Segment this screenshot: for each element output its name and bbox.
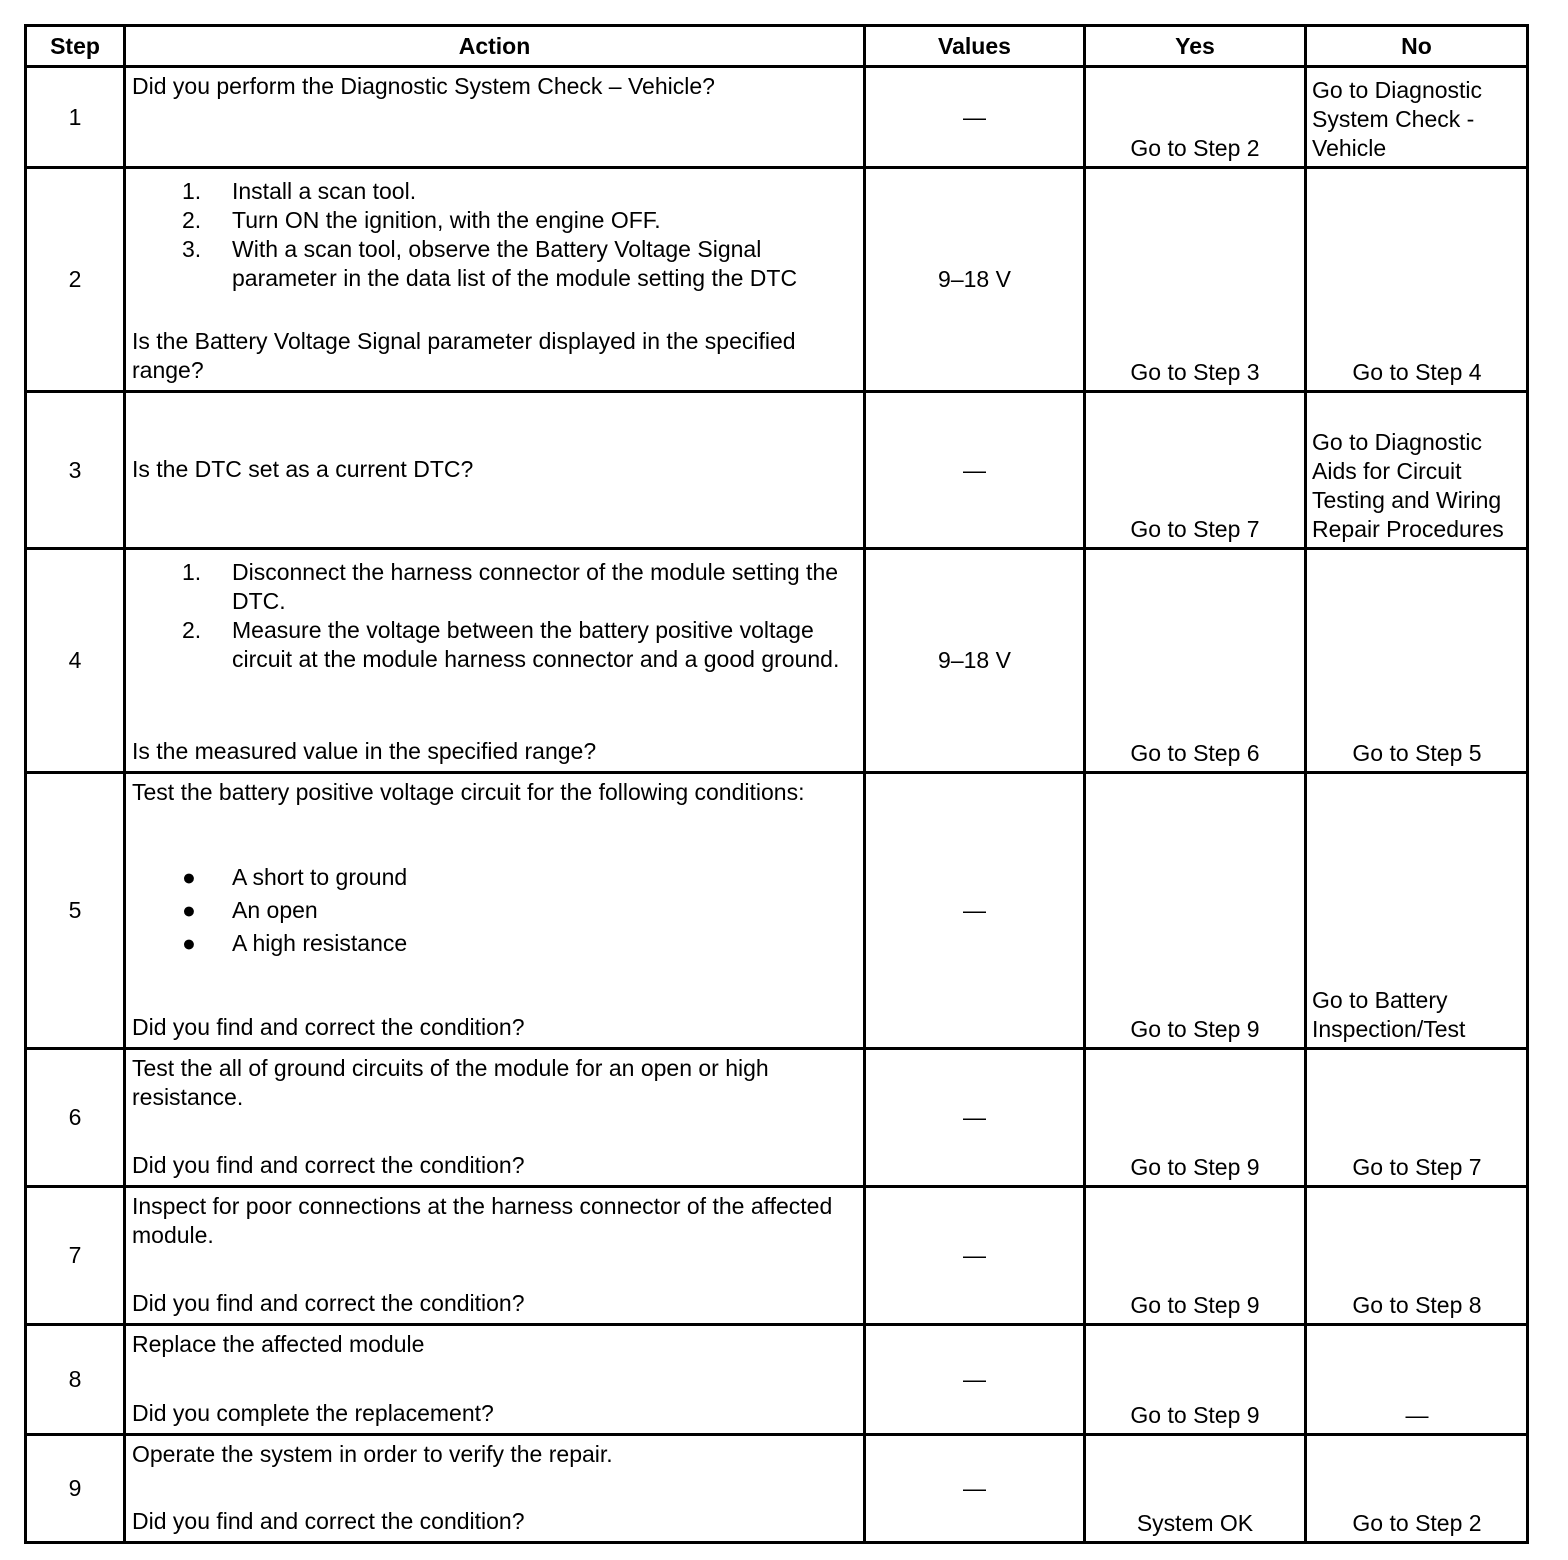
action-question: Did you find and correct the condition? xyxy=(132,1508,525,1534)
action-question: Did you complete the replacement? xyxy=(132,1400,494,1426)
values-cell: — xyxy=(865,67,1085,168)
table-row xyxy=(26,549,1528,773)
values-cell: — xyxy=(865,1187,1085,1325)
header-values: Values xyxy=(865,26,1085,67)
yes-cell: Go to Step 9 xyxy=(1085,1325,1306,1435)
yes-cell: Go to Step 6 xyxy=(1085,549,1306,773)
step-number: 2 xyxy=(26,168,125,392)
list-item: 2. Turn ON the ignition, with the engine OFF. xyxy=(182,207,661,233)
action-intro: Replace the affected module xyxy=(132,1331,425,1357)
no-cell: Go to Diagnostic System Check - Vehicle xyxy=(1306,67,1528,168)
action-cell xyxy=(125,67,865,168)
action-intro: Test the battery positive voltage circuit for the following conditions: xyxy=(132,779,805,805)
table-row xyxy=(26,67,1528,168)
action-cell xyxy=(125,773,865,1049)
action-question: Is the DTC set as a current DTC? xyxy=(132,456,474,482)
step-number: 1 xyxy=(26,67,125,168)
step-number: 9 xyxy=(26,1435,125,1543)
header-action: Action xyxy=(125,26,865,67)
no-cell: — xyxy=(1306,1325,1528,1435)
no-cell: Go to Step 4 xyxy=(1306,168,1528,392)
yes-cell: Go to Step 9 xyxy=(1085,1187,1306,1325)
diagnostic-table xyxy=(24,24,1529,1544)
values-cell: 9–18 V xyxy=(865,168,1085,392)
step-number: 5 xyxy=(26,773,125,1049)
table-row xyxy=(26,1049,1528,1187)
list-item: ● A high resistance xyxy=(182,929,408,956)
values-cell: 9–18 V xyxy=(865,549,1085,773)
table-row xyxy=(26,392,1528,549)
action-question: Did you perform the Diagnostic System Check – Vehicle? xyxy=(132,73,715,99)
values-cell: — xyxy=(865,392,1085,549)
action-cell xyxy=(125,549,865,773)
action-intro: Inspect for poor connections at the harness connector of the affected module. xyxy=(132,1193,833,1248)
yes-cell: System OK xyxy=(1085,1435,1306,1543)
action-question: Did you find and correct the condition? xyxy=(132,1014,525,1040)
header-step: Step xyxy=(26,26,125,67)
yes-cell: Go to Step 9 xyxy=(1085,773,1306,1049)
action-steps xyxy=(132,558,857,674)
list-item: ● An open xyxy=(182,896,318,923)
step-number: 6 xyxy=(26,1049,125,1187)
list-item: 1. Disconnect the harness connector of the module setting the DTC. xyxy=(182,559,839,614)
action-question: Is the measured value in the specified range? xyxy=(132,738,597,764)
header-no: No xyxy=(1306,26,1528,67)
table-row xyxy=(26,168,1528,392)
action-cell xyxy=(125,168,865,392)
action-cell xyxy=(125,1049,865,1187)
action-question: Is the Battery Voltage Signal parameter displayed in the specified range? xyxy=(132,328,796,383)
no-cell: Go to Step 2 xyxy=(1306,1435,1528,1543)
action-cell xyxy=(125,1435,865,1543)
list-item: 3. With a scan tool, observe the Battery Voltage Signal parameter in the data list of the module setting the DTC xyxy=(182,236,798,291)
action-cell xyxy=(125,392,865,549)
step-number: 8 xyxy=(26,1325,125,1435)
table-row xyxy=(26,773,1528,1049)
header-row xyxy=(26,26,1528,67)
list-item: 2. Measure the voltage between the battery positive voltage circuit at the module harness connector and a good ground. xyxy=(182,617,840,672)
action-cell xyxy=(125,1325,865,1435)
yes-cell: Go to Step 7 xyxy=(1085,392,1306,549)
action-cell xyxy=(125,1187,865,1325)
step-number: 4 xyxy=(26,549,125,773)
list-item: 1. Install a scan tool. xyxy=(182,178,417,204)
no-cell: Go to Battery Inspection/Test xyxy=(1306,773,1528,1049)
table-row xyxy=(26,1187,1528,1325)
yes-cell: Go to Step 2 xyxy=(1085,67,1306,168)
table-row xyxy=(26,1435,1528,1543)
no-cell: Go to Step 8 xyxy=(1306,1187,1528,1325)
action-steps xyxy=(132,177,857,293)
action-intro: Operate the system in order to verify the repair. xyxy=(132,1441,613,1467)
action-question: Did you find and correct the condition? xyxy=(132,1290,525,1316)
no-cell: Go to Step 5 xyxy=(1306,549,1528,773)
condition-list xyxy=(132,861,857,960)
no-cell: Go to Step 7 xyxy=(1306,1049,1528,1187)
values-cell: — xyxy=(865,1049,1085,1187)
no-cell: Go to Diagnostic Aids for Circuit Testing and Wiring Repair Procedures xyxy=(1306,392,1528,549)
yes-cell: Go to Step 3 xyxy=(1085,168,1306,392)
values-cell: — xyxy=(865,1435,1085,1543)
step-number: 3 xyxy=(26,392,125,549)
action-question: Did you find and correct the condition? xyxy=(132,1152,525,1178)
list-item: ● A short to ground xyxy=(182,863,408,890)
table-row xyxy=(26,1325,1528,1435)
values-cell: — xyxy=(865,773,1085,1049)
yes-cell: Go to Step 9 xyxy=(1085,1049,1306,1187)
values-cell: — xyxy=(865,1325,1085,1435)
header-yes: Yes xyxy=(1085,26,1306,67)
step-number: 7 xyxy=(26,1187,125,1325)
action-intro: Test the all of ground circuits of the module for an open or high resistance. xyxy=(132,1055,769,1110)
